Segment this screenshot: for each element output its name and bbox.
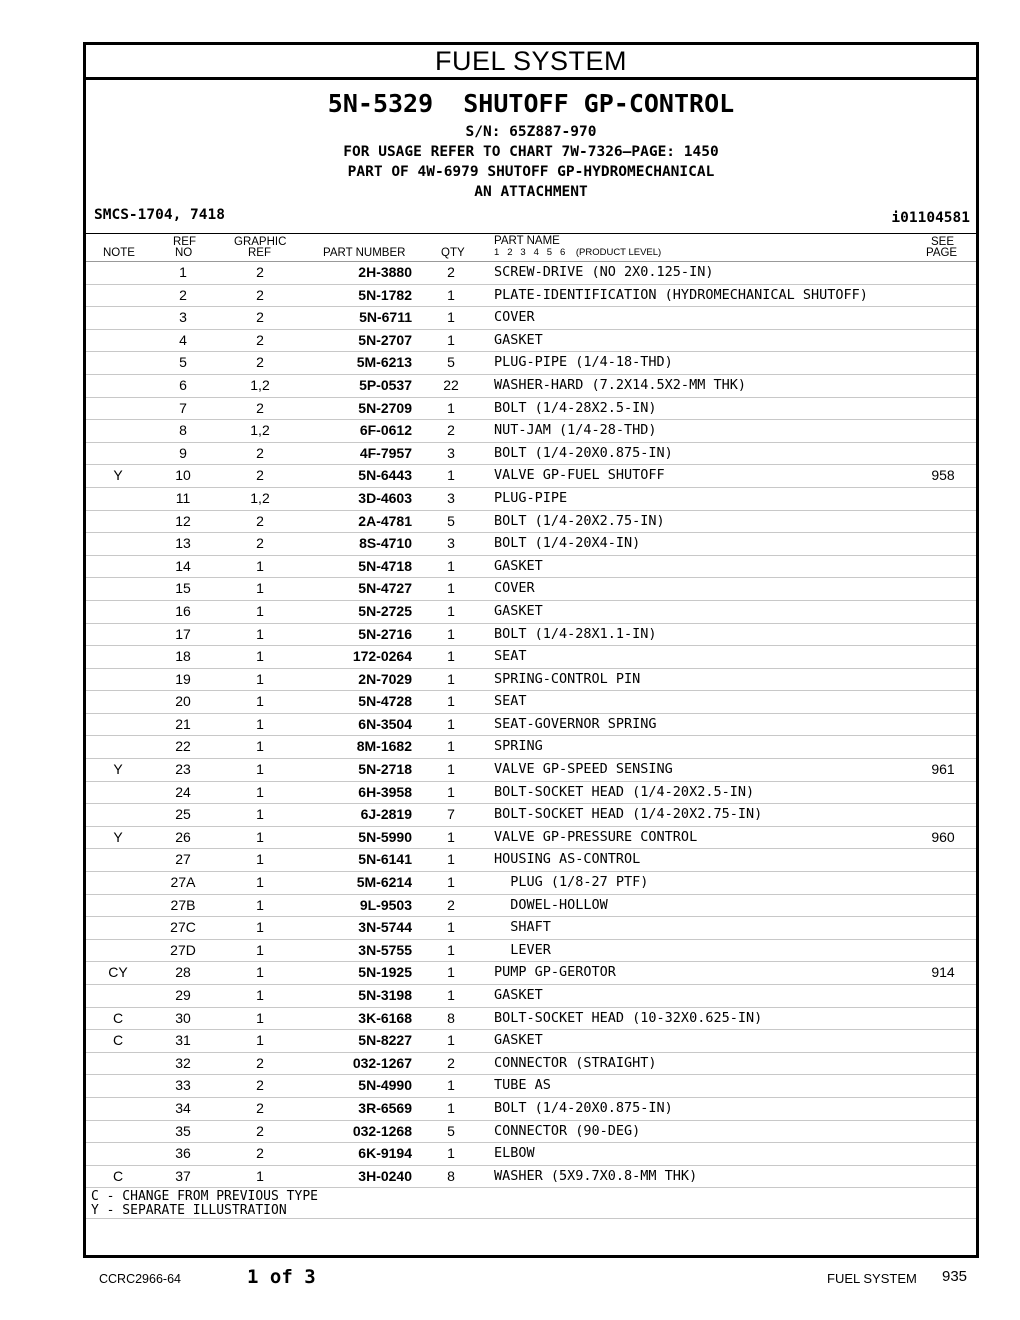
row-part-number: 5N-4728 [358,693,412,710]
row-note: Y [113,761,123,778]
row-ref-no: 10 [175,467,191,484]
parts-group-header [86,80,976,234]
row-graphic-ref: 2 [256,467,264,484]
row-qty: 1 [447,1032,455,1049]
row-note: CY [108,964,128,981]
row-graphic-ref: 1 [256,806,264,823]
row-ref-no: 15 [175,580,191,597]
row-qty: 1 [447,309,455,326]
row-qty: 1 [447,1099,455,1116]
row-ref-no: 5 [179,354,187,371]
row-qty: 1 [447,399,455,416]
row-part-name: PLUG-PIPE [494,489,568,506]
page-footer [0,1262,1020,1292]
row-graphic-ref: 1 [256,828,264,845]
row-graphic-ref: 2 [256,331,264,348]
table-row [86,465,976,488]
row-part-number: 3D-4603 [358,489,412,506]
table-row [86,827,976,850]
row-ref-no: 20 [175,693,191,710]
row-ref-no: 9 [179,444,187,461]
row-qty: 22 [443,376,459,393]
row-ref-no: 29 [175,987,191,1003]
table-row [86,940,976,963]
row-part-number: 5N-1925 [358,964,412,981]
table-row [86,624,976,647]
col-note: NOTE [103,247,135,259]
col-part-name: PART NAME [494,235,560,247]
row-qty: 1 [447,1077,455,1094]
column-headers [86,234,976,262]
table-row [86,1121,976,1144]
row-qty: 8 [447,1009,455,1026]
table-row [86,352,976,375]
row-qty: 1 [447,331,455,348]
row-ref-no: 33 [175,1077,191,1094]
row-qty: 1 [447,602,455,619]
row-qty: 1 [447,738,455,755]
row-ref-no: 31 [175,1032,191,1049]
row-graphic-ref: 1 [256,1032,264,1049]
table-row [86,601,976,624]
table-row [86,782,976,805]
row-graphic-ref: 2 [256,1099,264,1116]
row-ref-no: 16 [175,602,191,619]
row-part-number: 5N-6711 [359,309,412,326]
row-part-number: 8M-1682 [356,738,412,755]
row-graphic-ref: 1,2 [250,422,270,439]
table-row [86,556,976,579]
row-see-page: 914 [931,964,955,981]
row-part-number: 5M-6213 [356,354,412,371]
row-ref-no: 2 [179,286,187,303]
table-row [86,262,976,285]
row-part-number: 032-1268 [352,1122,412,1139]
row-ref-no: 4 [179,331,187,348]
row-part-number: 5N-2716 [358,625,412,642]
row-part-name: PLATE-IDENTIFICATION (HYDROMECHANICAL SHUTOFF) [494,286,868,303]
row-graphic-ref: 2 [256,399,264,416]
row-part-number: 2N-7029 [358,670,412,687]
row-qty: 1 [447,987,455,1003]
row-ref-no: 30 [175,1009,191,1026]
row-part-number: 5N-4727 [358,580,412,597]
table-row [86,1030,976,1053]
row-part-number: 6H-3958 [358,783,412,800]
legend [86,1188,976,1219]
row-part-name: PUMP GP-GEROTOR [494,964,616,981]
footer-section: FUEL SYSTEM [827,1271,917,1286]
row-part-number: 6F-0612 [359,422,412,439]
row-part-number: 5N-4718 [358,557,412,574]
row-graphic-ref: 2 [256,1077,264,1094]
row-part-number: 5N-3198 [358,987,412,1003]
col-see-2: PAGE [926,247,958,259]
row-part-name: TUBE AS [494,1077,551,1094]
table-row [86,1075,976,1098]
table-row [86,1098,976,1121]
row-qty: 8 [447,1167,455,1184]
row-qty: 1 [447,919,455,936]
table-row [86,985,976,1008]
row-part-number: 5N-2709 [358,399,412,416]
row-qty: 1 [447,625,455,642]
row-graphic-ref: 2 [256,512,264,529]
row-part-name: BOLT-SOCKET HEAD (10-32X0.625-IN) [494,1009,763,1026]
legend-separate: Y - SEPARATE ILLUSTRATION [91,1203,287,1219]
row-graphic-ref: 2 [256,309,264,326]
row-part-number: 2H-3880 [358,264,412,280]
row-part-name: BOLT (1/4-20X0.875-IN) [494,1099,673,1116]
row-graphic-ref: 1 [256,761,264,778]
col-graphic-1: GRAPHIC [234,236,287,248]
row-part-name: GASKET [494,331,543,348]
row-ref-no: 26 [175,828,191,845]
row-qty: 1 [447,828,455,845]
row-graphic-ref: 1,2 [250,489,270,506]
row-graphic-ref: 1 [256,715,264,732]
section-title: FUEL SYSTEM [86,45,976,80]
row-ref-no: 27A [170,874,196,891]
row-part-number: 3N-5744 [358,919,412,936]
row-ref-no: 19 [175,670,191,687]
row-part-number: 5N-6443 [358,467,412,484]
table-row [86,1008,976,1031]
row-qty: 1 [447,648,455,665]
row-ref-no: 23 [175,761,191,778]
row-graphic-ref: 2 [256,264,264,280]
row-part-name: PLUG-PIPE (1/4-18-THD) [494,354,673,371]
row-part-number: 3K-6168 [358,1009,412,1026]
row-ref-no: 14 [175,557,191,574]
row-graphic-ref: 1 [256,670,264,687]
row-qty: 2 [447,422,455,439]
row-graphic-ref: 1 [256,851,264,868]
row-ref-no: 12 [175,512,191,529]
row-part-name: BOLT (1/4-28X2.5-IN) [494,399,657,416]
row-graphic-ref: 1,2 [250,376,270,393]
row-ref-no: 17 [175,625,191,642]
row-part-name: BOLT (1/4-20X2.75-IN) [494,512,665,529]
row-qty: 1 [447,851,455,868]
table-row [86,736,976,759]
table-row [86,804,976,827]
row-ref-no: 37 [175,1167,191,1184]
col-part-number: PART NUMBER [323,247,406,259]
row-part-number: 9L-9503 [359,896,412,913]
row-qty: 1 [447,467,455,484]
group-title: 5N-5329 SHUTOFF GP-CONTROL [327,89,735,118]
parts-page-frame [83,42,979,1258]
table-row [86,849,976,872]
row-ref-no: 25 [175,806,191,823]
table-row [86,307,976,330]
row-note: C [112,1032,124,1049]
row-part-number: 5N-2707 [358,331,412,348]
row-graphic-ref: 1 [256,896,264,913]
table-row [86,330,976,353]
row-qty: 2 [447,896,455,913]
row-graphic-ref: 1 [256,987,264,1003]
row-graphic-ref: 1 [256,964,264,981]
row-note: C [112,1167,124,1184]
row-part-name: SEAT [494,648,527,665]
row-part-name: LEVER [494,941,551,958]
row-qty: 1 [447,557,455,574]
row-part-name: GASKET [494,1032,543,1049]
row-qty: 1 [447,874,455,891]
row-ref-no: 1 [179,264,187,280]
row-part-name: GASKET [494,557,543,574]
row-graphic-ref: 1 [256,648,264,665]
row-qty: 1 [447,783,455,800]
row-ref-no: 7 [179,399,187,416]
row-graphic-ref: 1 [256,602,264,619]
row-ref-no: 32 [175,1054,191,1071]
row-part-number: 4F-7957 [359,444,412,461]
row-graphic-ref: 2 [256,444,264,461]
row-part-number: 6N-3504 [358,715,412,732]
row-qty: 3 [447,444,455,461]
row-ref-no: 27D [170,941,196,958]
table-row [86,646,976,669]
row-part-name: BOLT (1/4-20X4-IN) [494,535,641,552]
table-row [86,691,976,714]
row-note: C [112,1009,124,1026]
page-number: 935 [942,1268,968,1285]
row-qty: 3 [447,489,455,506]
row-part-number: 3R-6569 [358,1099,412,1116]
row-ref-no: 13 [175,535,191,552]
table-row [86,285,976,308]
col-ref-2: NO [175,247,193,259]
col-see-1: SEE [931,236,955,248]
smcs-code: SMCS-1704, 7418 [94,207,225,223]
table-row [86,714,976,737]
row-qty: 5 [447,1122,455,1139]
table-row [86,962,976,985]
row-part-number: 3N-5755 [358,941,412,958]
row-graphic-ref: 1 [256,693,264,710]
row-ref-no: 21 [175,715,191,732]
table-row [86,398,976,421]
row-ref-no: 27C [170,919,196,936]
row-graphic-ref: 1 [256,783,264,800]
row-part-number: 8S-4710 [359,535,412,552]
part-of-line-1: PART OF 4W-6979 SHUTOFF GP-HYDROMECHANICAL [347,164,715,180]
row-qty: 1 [447,670,455,687]
row-graphic-ref: 1 [256,874,264,891]
row-part-name: COVER [494,580,535,597]
row-ref-no: 22 [175,738,191,755]
row-part-number: 032-1267 [352,1054,412,1071]
row-see-page: 960 [931,828,955,845]
row-graphic-ref: 1 [256,941,264,958]
row-part-name: CONNECTOR (STRAIGHT) [494,1054,657,1071]
row-part-name: WASHER-HARD (7.2X14.5X2-MM THK) [494,376,746,393]
row-part-name: HOUSING AS-CONTROL [494,851,641,868]
table-row [86,511,976,534]
row-graphic-ref: 2 [256,535,264,552]
row-part-name: BOLT (1/4-28X1.1-IN) [494,625,657,642]
row-graphic-ref: 2 [256,1054,264,1071]
row-qty: 1 [447,964,455,981]
row-part-name: SHAFT [494,919,551,936]
row-qty: 1 [447,286,455,303]
table-row [86,420,976,443]
row-part-number: 5N-2725 [358,602,412,619]
col-graphic-2: REF [248,247,271,259]
row-part-number: 172-0264 [352,648,412,665]
row-part-name: GASKET [494,987,543,1003]
row-qty: 1 [447,693,455,710]
row-ref-no: 35 [175,1122,191,1139]
row-graphic-ref: 1 [256,625,264,642]
row-ref-no: 8 [179,422,187,439]
row-qty: 1 [447,941,455,958]
table-row [86,1053,976,1076]
row-ref-no: 24 [175,783,191,800]
row-part-number: 5N-5990 [358,828,412,845]
row-ref-no: 11 [175,489,191,506]
row-part-name: NUT-JAM (1/4-28-THD) [494,422,657,439]
row-graphic-ref: 2 [256,1122,264,1139]
parts-list [86,262,976,1188]
row-see-page: 958 [931,467,955,484]
row-note: Y [113,828,123,845]
row-note: Y [113,467,123,484]
row-graphic-ref: 1 [256,580,264,597]
row-qty: 7 [447,806,455,823]
row-see-page: 961 [931,761,955,778]
col-ref-1: REF [173,236,196,248]
row-part-name: BOLT (1/4-20X0.875-IN) [494,444,673,461]
row-part-name: GASKET [494,602,543,619]
row-part-number: 6K-9194 [358,1145,412,1162]
row-graphic-ref: 2 [256,1145,264,1162]
row-part-name: SEAT [494,693,527,710]
row-part-name: WASHER (5X9.7X0.8-MM THK) [494,1167,698,1184]
table-row [86,759,976,782]
row-qty: 1 [447,761,455,778]
table-row [86,1166,976,1189]
table-row [86,488,976,511]
row-part-name: PLUG (1/8-27 PTF) [494,874,649,891]
row-ref-no: 27B [170,896,196,913]
row-part-name: BOLT-SOCKET HEAD (1/4-20X2.5-IN) [494,783,755,800]
row-graphic-ref: 2 [256,286,264,303]
row-ref-no: 36 [175,1145,191,1162]
row-part-name: BOLT-SOCKET HEAD (1/4-20X2.75-IN) [494,806,763,823]
table-row [86,917,976,940]
table-row [86,375,976,398]
row-part-name: VALVE GP-PRESSURE CONTROL [494,828,698,845]
row-graphic-ref: 1 [256,919,264,936]
table-row [86,895,976,918]
document-code: CCRC2966-64 [99,1272,181,1286]
row-ref-no: 3 [179,309,187,326]
table-row [86,443,976,466]
row-part-number: 5P-0537 [359,376,412,393]
row-graphic-ref: 1 [256,1167,264,1184]
row-part-name: ELBOW [494,1145,535,1162]
row-graphic-ref: 1 [256,1009,264,1026]
serial-number: S/N: 65Z887-970 [465,124,597,140]
row-part-name: VALVE GP-FUEL SHUTOFF [494,467,665,484]
table-row [86,669,976,692]
row-ref-no: 27 [175,851,191,868]
row-part-number: 6J-2819 [360,806,412,823]
row-qty: 5 [447,354,455,371]
row-ref-no: 28 [175,964,191,981]
row-ref-no: 6 [179,376,187,393]
row-qty: 2 [447,264,455,280]
row-part-name: SPRING-CONTROL PIN [494,670,641,687]
row-part-number: 5N-6141 [358,851,412,868]
col-product-level: 1 2 3 4 5 6 (PRODUCT LEVEL) [494,247,662,258]
row-part-name: DOWEL-HOLLOW [494,896,608,913]
row-part-name: SEAT-GOVERNOR SPRING [494,715,657,732]
row-graphic-ref: 1 [256,557,264,574]
row-part-number: 5N-2718 [358,761,412,778]
row-part-name: VALVE GP-SPEED SENSING [494,761,673,778]
row-part-number: 5N-4990 [358,1077,412,1094]
row-part-name: SPRING [494,738,543,755]
row-qty: 1 [447,580,455,597]
illustration-id: i01104581 [891,210,970,226]
row-part-number: 5N-1782 [358,286,412,303]
page-of-count: 1 of 3 [247,1266,316,1288]
row-qty: 3 [447,535,455,552]
row-part-number: 2A-4781 [358,512,412,529]
row-qty: 2 [447,1054,455,1071]
row-ref-no: 34 [175,1099,191,1116]
row-part-name: COVER [494,309,535,326]
table-row [86,872,976,895]
row-part-number: 3H-0240 [358,1167,412,1184]
row-part-name: SCREW-DRIVE (NO 2X0.125-IN) [494,264,714,280]
usage-reference: FOR USAGE REFER TO CHART 7W-7326—PAGE: 1450 [343,144,719,160]
row-part-name: CONNECTOR (90-DEG) [494,1122,641,1139]
row-graphic-ref: 1 [256,738,264,755]
row-qty: 5 [447,512,455,529]
row-qty: 1 [447,715,455,732]
row-ref-no: 18 [175,648,191,665]
row-part-number: 5N-8227 [358,1032,412,1049]
col-qty: QTY [441,247,465,259]
table-row [86,578,976,601]
part-of-line-2: AN ATTACHMENT [474,184,588,200]
row-graphic-ref: 2 [256,354,264,371]
table-row [86,1143,976,1166]
legend-change: C - CHANGE FROM PREVIOUS TYPE [91,1189,318,1205]
row-part-number: 5M-6214 [356,874,412,891]
row-qty: 1 [447,1145,455,1162]
table-row [86,533,976,556]
